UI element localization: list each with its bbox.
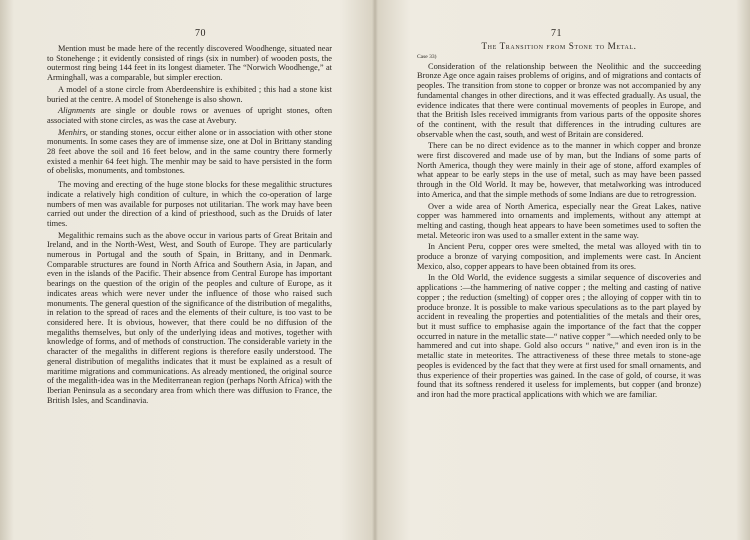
paragraph-old-world: In the Old World, the evidence suggests a similar sequence of discoveries and applications :—the hammering of native copper ; the melting and casting of native copper ; the reduction (smelting) of copper ores ; the alloying of copper with tin to produce bronze. It is possible to make various speculations as to the part played by accident in revealing the properties and potentialities of the metals and their ores, but it must suffice to emphasise again the importance of the fact that the copper occurred in nature in the metallic state—“ native copper ”—which needed only to be hammered and cut into shape. Gold also occurs “ native,” and even iron is in the metallic state in meteorites. The attractiveness of these three metals to stone-age peoples is evidenced by the fact that they were at first used for small ornaments, and thus experience of their properties was gained. In the case of gold, of course, it was found that its softness rendered it useless for implements, but copper (and bronze) and iron had the more practical applications with which we are familiar.	[417, 273, 701, 399]
right-page-body	[417, 42, 701, 402]
page-number-right: 71	[551, 28, 562, 39]
left-page-body	[47, 44, 332, 407]
paragraph-moving-stones: The moving and erecting of the huge stone blocks for these megalithic structures indicate a relatively high condition of culture, in which the co-operation of large numbers of men was available for purposes not utilitarian. The work may have been carried out under the direction of a kind of priesthood, such as the Druids of later times.	[47, 180, 332, 228]
paragraph-north-america: Over a wide area of North America, especially near the Great Lakes, native copper was hammered into ornaments and implements, without any attempt at melting and casting, though heat appears to have been sometimes used to soften the metal. Meteoric iron was used to a smaller extent in the same way.	[417, 201, 701, 240]
paragraph-ancient-peru: In Ancient Peru, copper ores were smelted, the metal was alloyed with tin to produce a bronze of varying composition, and implements were cast. In Ancient Mexico, also, copper appears to have been obtained from its ores.	[417, 242, 701, 271]
paragraph-stone-circle-model: A model of a stone circle from Aberdeenshire is exhibited ; this had a stone kist buried at the centre. A model of Stonehenge is also shown.	[47, 84, 332, 104]
page-number-left: 70	[195, 28, 206, 39]
paragraph-neolithic-bronze: Consideration of the relationship between the Neolithic and the succeeding Bronze Age once again raises problems of origins, and of migrations and contacts of peoples. The transition from stone to copper or bronze was not accompanied by any fundamental changes in other directions, and it was effected gradually. As usual, the evidence indicates that there were continual movements of peoples in Europe, and that the British Isles received immigrants from various parts of the opposite shores of the continent, with the result that differences in the intruding cultures are observable when the cast, south, and west of Britain are considered.	[417, 61, 701, 139]
paragraph-megalithic-remains: Megalithic remains such as the above occur in various parts of Great Britain and Ireland, and in the North-West, West, and South of Europe. They are particularly numerous in Portugal and the south of Spain, in Brittany, and in Denmark. Comparable structures are found in North Africa and Southern Asia, in Japan, and even in the islands of the Pacific. Their absence from Central Europe has important bearings on the question of the origin of the peoples and culture of Europe, as it indicates areas which were never under the influence of those who raised such monuments. The general question of the significance of the distribution of megaliths, in relation to the spread of races and the elements of their culture, is too vast to be considered here. It is obvious, however, that there could be no diffusion of the megaliths themselves, but only of the underlying ideas and motives, together with knowledge of forms, and of methods of construction. The considerable variety in the character of the megaliths in different regions is therefore easily understood. The general distribution of megaliths indicates that it must be explained as a result of maritime migrations and communications. As already mentioned, the original source of the megalith-idea was in the Mediterranean region (perhaps North Africa) with the Iberian Peninsula as a secondary area from which there was diffusion to France, the British Isles, and Scandinavia.	[47, 230, 332, 405]
paragraph-menhirs-text: or standing stones, occur either alone or in association with other stone monuments. In some cases they are of immense size, one at Dol in Brittany standing 28 feet above the soil and 16 feet below, and in the same country there formerly existed a menhir 64 feet high. The menhir may be said to have persisted in the form of obelisks, monuments, and tombstones.	[47, 127, 332, 176]
term-menhirs: Menhirs,	[58, 127, 88, 137]
paragraph-menhirs	[47, 128, 332, 177]
right-page	[375, 0, 750, 540]
term-alignments: Alignments	[58, 106, 96, 116]
paragraph-woodhenge: Mention must be made here of the recently discovered Woodhenge, situated near to Stonehenge ; it evidently consisted of rings (six in number) of wooden posts, the outermost ring being 144 feet in its longest diameter. The “Norwich Woodhenge,” at Arminghall, was a comparable, but simpler erection.	[47, 44, 332, 83]
case-label: Case 33)	[417, 53, 437, 60]
paragraph-alignments-text: are single or double rows or avenues of upright stones, often associated with stone circles, as was the case at Avebury.	[47, 106, 332, 125]
paragraph-direct-evidence: There can be no direct evidence as to the manner in which copper and bronze were first discovered and made use of by man, but the Indians of some parts of North America, though they were mainly in their age of stone, afford examples of what appear to be early steps in the use of metal, such as may have been passed through in the Old World. It may be, however, that metalworking was introduced into America, and that the simple methods of some Indians are due to retrogression.	[417, 141, 701, 199]
section-heading: The Transition from Stone to Metal.	[481, 41, 637, 51]
paragraph-alignments	[47, 106, 332, 125]
